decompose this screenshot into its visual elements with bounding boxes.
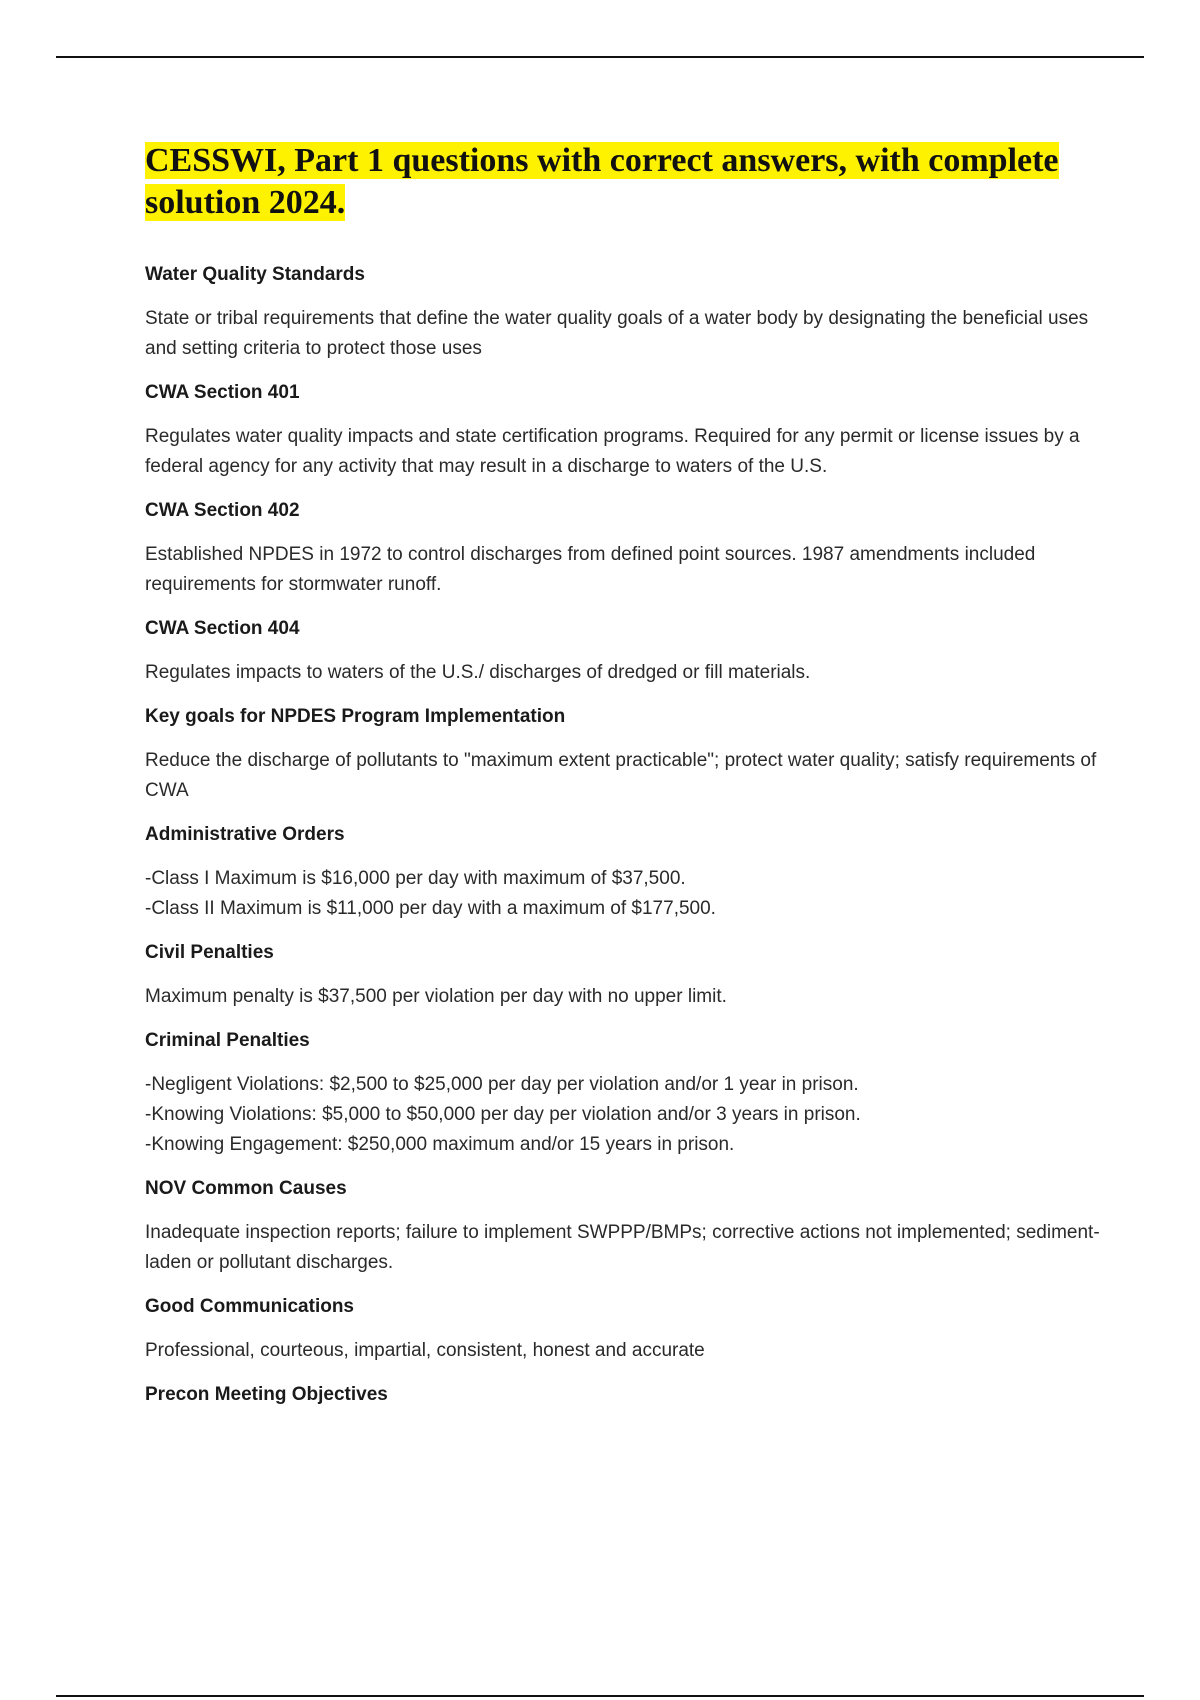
question-heading: Administrative Orders (145, 824, 345, 845)
question-heading: CWA Section 401 (145, 382, 300, 403)
qa-item (145, 1380, 1105, 1410)
question-heading: Water Quality Standards (145, 264, 365, 285)
question-heading: Good Communications (145, 1296, 354, 1317)
question-heading: Criminal Penalties (145, 1030, 310, 1051)
document-title-text: CESSWI, Part 1 questions with correct answers, with complete solution 2024. (145, 142, 1059, 221)
qa-item (145, 614, 1105, 688)
answer-text: Regulates impacts to waters of the U.S./ discharges of dredged or fill materials. (145, 662, 811, 683)
qa-item (145, 1026, 1105, 1160)
top-rule (56, 56, 1144, 58)
question-heading: Key goals for NPDES Program Implementation (145, 706, 566, 727)
answer-text: Maximum penalty is $37,500 per violation per day with no upper limit. (145, 986, 727, 1007)
question-heading: Precon Meeting Objectives (145, 1384, 388, 1405)
question-heading: NOV Common Causes (145, 1178, 347, 1199)
answer-text: -Class I Maximum is $16,000 per day with maximum of $37,500. -Class II Maximum is $11,000 per day with a maximum of $177,500. (145, 868, 716, 919)
qa-item (145, 820, 1105, 924)
bottom-rule (56, 1695, 1144, 1697)
qa-item (145, 702, 1105, 806)
answer-text: Reduce the discharge of pollutants to "maximum extent practicable"; protect water quality; satisfy requirements of CWA (145, 750, 1097, 801)
qa-item (145, 496, 1105, 600)
answer-text: Regulates water quality impacts and state certification programs. Required for any permit or license issues by a federal agency for any activity that may result in a discharge to waters of the U.S. (145, 426, 1080, 477)
answer-text: Professional, courteous, impartial, consistent, honest and accurate (145, 1340, 705, 1361)
answer-text: Established NPDES in 1972 to control discharges from defined point sources. 1987 amendments included requirements for stormwater runoff. (145, 544, 1036, 595)
question-heading: CWA Section 404 (145, 618, 300, 639)
qa-item (145, 378, 1105, 482)
qa-item (145, 260, 1105, 364)
qa-item (145, 1174, 1105, 1278)
qa-item (145, 938, 1105, 1012)
answer-text: Inadequate inspection reports; failure to implement SWPPP/BMPs; corrective actions not implemented; sediment-laden or pollutant discharges. (145, 1222, 1100, 1273)
document-body (145, 140, 1105, 1424)
document-title (145, 140, 1105, 224)
qa-item (145, 1292, 1105, 1366)
answer-text: State or tribal requirements that define the water quality goals of a water body by designating the beneficial uses and setting criteria to protect those uses (145, 308, 1089, 359)
answer-text: -Negligent Violations: $2,500 to $25,000 per day per violation and/or 1 year in prison. -Knowing Violations: $5,000 to $50,000 per day per violation and/or 3 years in prison. -Knowing Engagement: $250,000 maximum and/or 15 years in prison. (145, 1074, 861, 1155)
question-heading: Civil Penalties (145, 942, 274, 963)
question-heading: CWA Section 402 (145, 500, 300, 521)
